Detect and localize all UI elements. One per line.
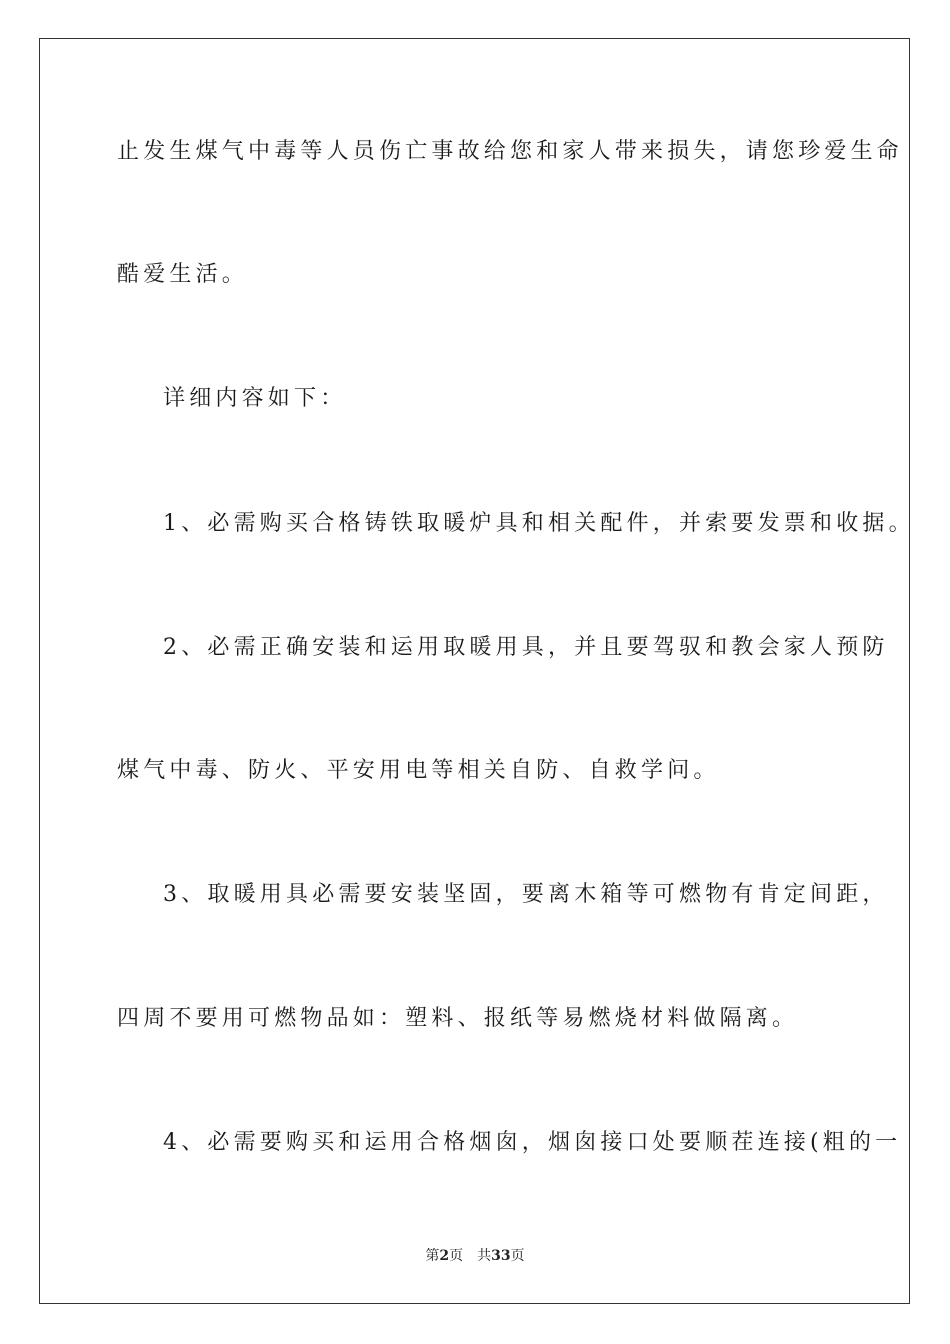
page-footer	[0, 1247, 950, 1265]
page-border	[39, 38, 910, 1304]
page-suffix: 页	[449, 1248, 464, 1264]
total-suffix: 页	[510, 1248, 525, 1264]
page-prefix: 第	[425, 1248, 440, 1264]
body-line-1: 止发生煤气中毒等人员伤亡事故给您和家人带来损失，请您珍爱生命	[117, 139, 904, 164]
page-number: 2	[439, 1248, 450, 1264]
list-item-2: 2、必需正确安装和运用取暖用具，并且要驾驭和教会家人预防	[163, 635, 889, 660]
body-line-2: 酷爱生活。	[117, 262, 249, 287]
list-item-1: 1、必需购买合格铸铁取暖炉具和相关配件，并索要发票和收据。	[163, 511, 915, 536]
list-item-4: 4、必需要购买和运用合格烟囱，烟囱接口处要顺茬连接(粗的一	[163, 1130, 902, 1155]
list-item-3-continued: 四周不要用可燃物品如：塑料、报纸等易燃烧材料做隔离。	[117, 1006, 799, 1031]
total-prefix: 共	[477, 1248, 492, 1264]
list-item-3: 3、取暖用具必需要安装坚固，要离木箱等可燃物有肯定间距，	[163, 882, 889, 907]
section-intro: 详细内容如下：	[163, 386, 347, 411]
list-item-2-continued: 煤气中毒、防火、平安用电等相关自防、自救学问。	[117, 758, 720, 783]
total-pages: 33	[491, 1248, 511, 1264]
